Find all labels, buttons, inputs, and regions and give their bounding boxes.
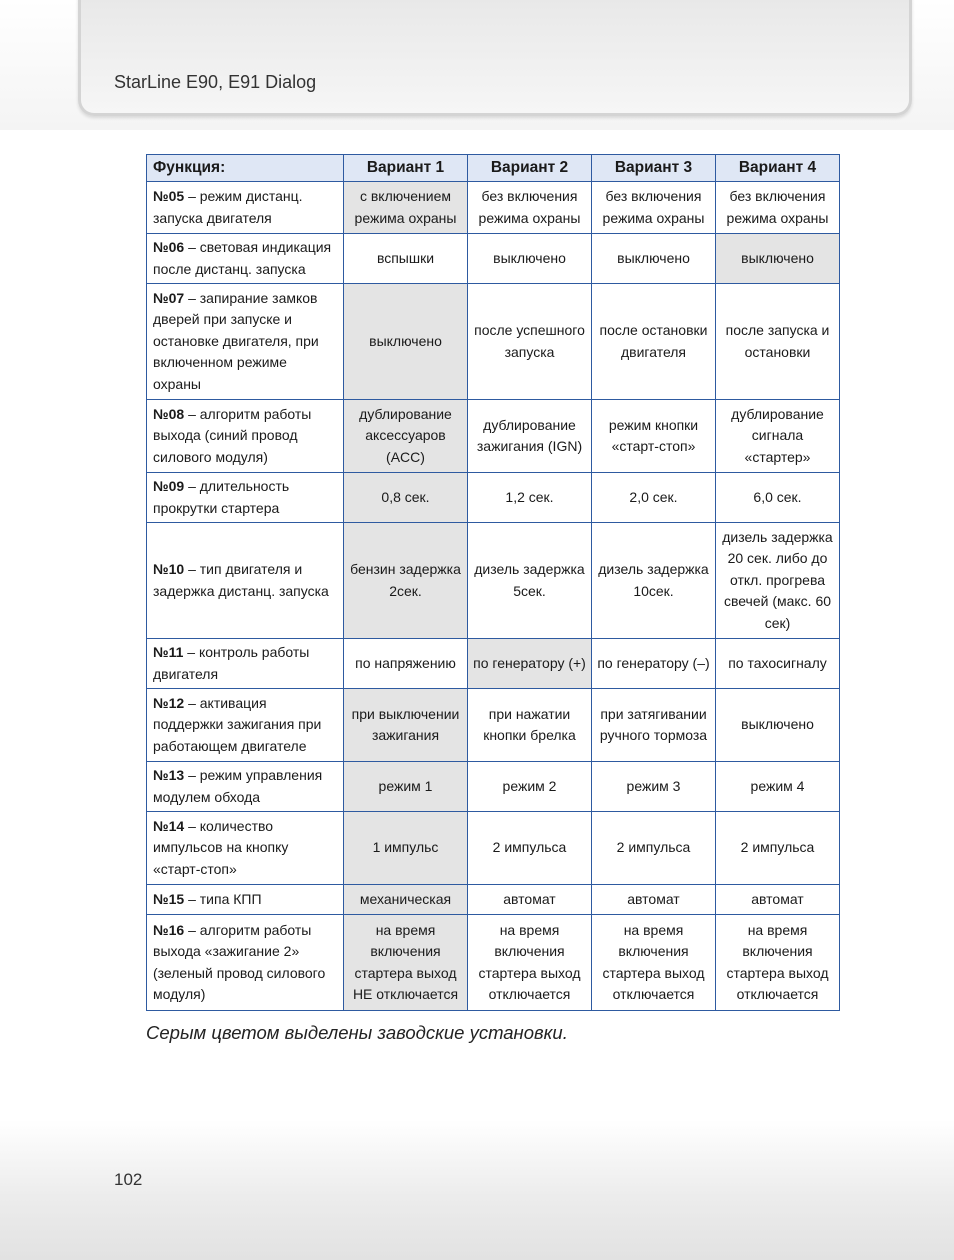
variant-3-cell: по генератору (–): [592, 639, 716, 689]
variant-4-cell: дублирование сигнала «стартер»: [716, 400, 840, 473]
variant-3-cell: автомат: [592, 885, 716, 915]
variant-2-cell: дублирование зажигания (IGN): [468, 400, 592, 473]
variant-2-cell: без включения режима охраны: [468, 182, 592, 234]
variant-1-cell: дублирование аксессуаров (ACC): [344, 400, 468, 473]
variant-4-cell: без включения режима охраны: [716, 182, 840, 234]
footer-band: [0, 1120, 954, 1260]
variant-3-cell: режим кнопки «старт-стоп»: [592, 400, 716, 473]
function-number: №08: [153, 405, 185, 422]
variant-4-cell: по тахосигналу: [716, 639, 840, 689]
variant-4-cell: 6,0 сек.: [716, 473, 840, 523]
function-cell: [147, 915, 344, 1011]
function-description: – алгоритм работы выхода «зажигание 2» (зеленый провод силового модуля): [153, 921, 326, 1002]
table-row: [147, 885, 840, 915]
variant-4-cell: режим 4: [716, 762, 840, 812]
variant-4-cell: после запуска и остановки: [716, 284, 840, 400]
page-number: 102: [114, 1170, 143, 1189]
function-cell: [147, 473, 344, 523]
variant-3-cell: после остановки двигателя: [592, 284, 716, 400]
function-number: №11: [153, 644, 184, 660]
function-description: – длительность прокрутки стартера: [153, 478, 290, 516]
variant-1-cell: выключено: [344, 284, 468, 400]
variant-4-cell: дизель задержка 20 сек. либо до откл. прогрева свечей (макс. 60 сек): [716, 523, 840, 639]
variant-4-cell: выключено: [716, 689, 840, 762]
header-variant-4: Вариант 4: [716, 155, 840, 182]
document-title: StarLine E90, E91 Dialog: [114, 72, 317, 92]
function-number: №15: [153, 890, 185, 907]
function-cell: [147, 762, 344, 812]
table-row: [147, 182, 840, 234]
function-number: №09: [153, 478, 185, 494]
settings-table: [146, 154, 840, 1011]
variant-2-cell: при нажатии кнопки брелка: [468, 689, 592, 762]
variant-4-cell: автомат: [716, 885, 840, 915]
function-description: – активация поддержки зажигания при работающем двигателе: [153, 694, 322, 754]
variant-4-cell: выключено: [716, 234, 840, 284]
header-function: Функция:: [147, 155, 344, 182]
variant-2-cell: выключено: [468, 234, 592, 284]
variant-3-cell: 2,0 сек.: [592, 473, 716, 523]
table-row: [147, 523, 840, 639]
variant-3-cell: 2 импульса: [592, 812, 716, 885]
variant-1-cell: механическая: [344, 885, 468, 915]
table-row: [147, 284, 840, 400]
function-description: – алгоритм работы выхода (синий провод силового модуля): [153, 405, 312, 465]
function-description: – типа КПП: [184, 890, 262, 907]
variant-3-cell: при затягивании ручного тормоза: [592, 689, 716, 762]
function-number: №05: [153, 188, 185, 204]
table-row: [147, 762, 840, 812]
variant-4-cell: 2 импульса: [716, 812, 840, 885]
caption: Серым цветом выделены заводские установки.: [146, 1022, 568, 1043]
variant-3-cell: дизель задержка 10сек.: [592, 523, 716, 639]
variant-1-cell: 0,8 сек.: [344, 473, 468, 523]
function-number: №14: [153, 817, 185, 834]
header-variant-1: Вариант 1: [344, 155, 468, 182]
function-cell: [147, 523, 344, 639]
variant-3-cell: без включения режима охраны: [592, 182, 716, 234]
table-row: [147, 689, 840, 762]
function-description: – количество импульсов на кнопку «старт-стоп»: [153, 817, 289, 877]
function-cell: [147, 234, 344, 284]
function-cell: [147, 639, 344, 689]
table-row: [147, 234, 840, 284]
function-cell: [147, 182, 344, 234]
settings-table-wrap: [146, 154, 839, 1011]
function-cell: [147, 284, 344, 400]
function-number: №07: [153, 289, 185, 306]
variant-2-cell: по генератору (+): [468, 639, 592, 689]
variant-2-cell: дизель задержка 5сек.: [468, 523, 592, 639]
function-cell: [147, 400, 344, 473]
variant-1-cell: с включением режима охраны: [344, 182, 468, 234]
function-number: №06: [153, 239, 185, 255]
function-number: №10: [153, 561, 185, 577]
variant-3-cell: режим 3: [592, 762, 716, 812]
variant-4-cell: на время включения стартера выход отключается: [716, 915, 840, 1011]
function-description: – контроль работы двигателя: [153, 644, 310, 682]
variant-1-cell: по напряжению: [344, 639, 468, 689]
table-row: [147, 400, 840, 473]
variant-1-cell: вспышки: [344, 234, 468, 284]
variant-2-cell: на время включения стартера выход отключается: [468, 915, 592, 1011]
variant-2-cell: режим 2: [468, 762, 592, 812]
table-header-row: [147, 155, 840, 182]
function-description: – запирание замков дверей при запуске и остановке двигателя, при включенном режиме охраны: [153, 289, 319, 392]
variant-2-cell: 1,2 сек.: [468, 473, 592, 523]
variant-1-cell: при выключении зажигания: [344, 689, 468, 762]
function-description: – световая индикация после дистанц. запуска: [153, 239, 332, 277]
variant-2-cell: 2 импульса: [468, 812, 592, 885]
function-cell: [147, 689, 344, 762]
variant-2-cell: автомат: [468, 885, 592, 915]
variant-1-cell: 1 импульс: [344, 812, 468, 885]
function-description: – режим управления модулем обхода: [153, 767, 323, 805]
table-row: [147, 812, 840, 885]
function-cell: [147, 812, 344, 885]
function-description: – тип двигателя и задержка дистанц. запуска: [153, 561, 329, 599]
variant-2-cell: после успешного запуска: [468, 284, 592, 400]
function-number: №13: [153, 767, 185, 783]
variant-1-cell: на время включения стартера выход НЕ отключается: [344, 915, 468, 1011]
function-description: – режим дистанц. запуска двигателя: [153, 188, 303, 226]
variant-3-cell: на время включения стартера выход отключается: [592, 915, 716, 1011]
header-panel: [78, 0, 912, 116]
table-row: [147, 915, 840, 1011]
table-row: [147, 639, 840, 689]
header-variant-2: Вариант 2: [468, 155, 592, 182]
header-variant-3: Вариант 3: [592, 155, 716, 182]
variant-1-cell: бензин задержка 2сек.: [344, 523, 468, 639]
table-body: [147, 182, 840, 1011]
function-number: №16: [153, 921, 185, 938]
variant-3-cell: выключено: [592, 234, 716, 284]
variant-1-cell: режим 1: [344, 762, 468, 812]
table-row: [147, 473, 840, 523]
function-number: №12: [153, 694, 185, 711]
function-cell: [147, 885, 344, 915]
